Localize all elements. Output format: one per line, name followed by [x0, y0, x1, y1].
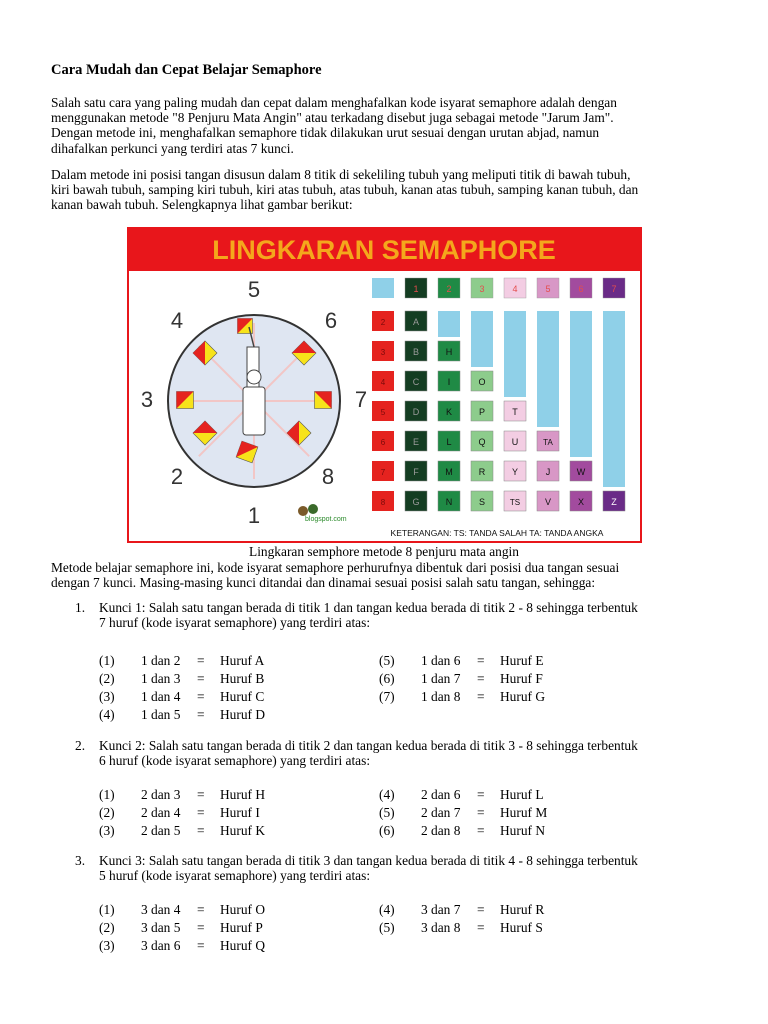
grid-letter: C	[412, 377, 420, 387]
letter-result: Huruf O	[220, 902, 265, 917]
kunci-text	[99, 600, 717, 630]
kunci-text	[99, 738, 717, 768]
row-index: (2)	[99, 920, 115, 935]
point-pair: 2 dan 6	[421, 787, 461, 802]
row-index: (3)	[99, 938, 115, 953]
watermark-figure	[298, 506, 308, 516]
text-line: Kunci 1: Salah satu tangan berada di titik 1 dan tangan kedua berada di titik 2 - 8 sehingga terbentuk	[99, 600, 638, 615]
grid-row-number: 5	[380, 408, 386, 417]
circle-number: 1	[247, 503, 261, 528]
grid-header-number: 5	[545, 284, 551, 294]
flag-icon	[315, 392, 332, 409]
row-index: (4)	[379, 787, 395, 802]
row-index: (2)	[99, 805, 115, 820]
grid-letter: Y	[511, 467, 519, 477]
letter-result: Huruf P	[220, 920, 263, 935]
circle-number: 8	[321, 464, 335, 489]
text-line: Metode belajar semaphore ini, kode isyarat semaphore perhurufnya dibentuk dari posisi dua tangan sesuai	[51, 560, 620, 575]
banner-title: LINGKARAN SEMAPHORE	[212, 235, 556, 265]
grid-letter: U	[511, 437, 519, 447]
grid-letter: P	[478, 407, 486, 417]
grid-letter: F	[413, 467, 419, 477]
grid-row-number: 6	[380, 438, 386, 447]
grid-cyan-bar	[570, 311, 592, 457]
grid-letter: L	[446, 437, 452, 447]
point-pair: 1 dan 5	[141, 707, 181, 722]
grid-header-number: 4	[512, 284, 518, 294]
circle-number: 2	[170, 464, 184, 489]
person-body	[243, 387, 265, 435]
row-index: (3)	[99, 689, 115, 704]
point-pair: 1 dan 3	[141, 671, 181, 686]
row-index: (3)	[99, 823, 115, 838]
paragraph-method	[51, 167, 717, 213]
letter-result: Huruf E	[500, 653, 544, 668]
equals-sign: =	[197, 938, 205, 953]
grid-letter: A	[412, 317, 420, 327]
equals-sign: =	[197, 787, 205, 802]
grid-letter: Q	[478, 437, 486, 447]
point-pair: 3 dan 4	[141, 902, 181, 917]
grid-row-number: 2	[380, 318, 386, 327]
point-pair: 3 dan 8	[421, 920, 461, 935]
watermark-figure	[308, 504, 318, 514]
grid-letter: T	[512, 407, 518, 417]
text-line: dengan 7 kunci. Masing-masing kunci ditandai dan dinamai sesuai posisi salah satu tangan, sehingga:	[51, 575, 596, 591]
letter-result: Huruf H	[220, 787, 265, 802]
text-line: menggunakan metode "8 Penjuru Mata Angin" atau terkadang disebut juga sebagai metode "Jarum Jam".	[51, 110, 614, 126]
text-line: Kunci 3: Salah satu tangan berada di titik 3 dan tangan kedua berada di titik 4 - 8 sehingga terbentuk	[99, 853, 638, 868]
grid-letter: D	[412, 407, 420, 417]
person-head	[247, 370, 261, 384]
letter-result: Huruf C	[220, 689, 265, 704]
circle-number: 6	[324, 308, 338, 333]
grid-cyan-bar	[438, 311, 460, 337]
grid-cyan-bar	[603, 311, 625, 487]
row-index: (1)	[99, 787, 115, 802]
circle-number: 4	[170, 308, 184, 333]
circle-number: 5	[247, 277, 261, 302]
equals-sign: =	[197, 805, 205, 820]
point-pair: 2 dan 4	[141, 805, 181, 820]
equals-sign: =	[197, 653, 205, 668]
equals-sign: =	[477, 902, 485, 917]
row-index: (7)	[379, 689, 395, 704]
letter-result: Huruf N	[500, 823, 545, 838]
document-title: Cara Mudah dan Cepat Belajar Semaphore	[51, 62, 322, 78]
semaphore-figure	[127, 227, 642, 543]
equals-sign: =	[197, 689, 205, 704]
grid-letter: B	[412, 347, 420, 357]
grid-header-number: 3	[479, 284, 485, 294]
grid-row-number: 3	[380, 348, 386, 357]
paragraph-intro	[51, 95, 717, 156]
grid-row-number: 8	[380, 498, 386, 507]
equals-sign: =	[197, 823, 205, 838]
equals-sign: =	[477, 653, 485, 668]
grid-header-number: 2	[446, 284, 452, 294]
row-index: (5)	[379, 920, 395, 935]
point-pair: 2 dan 8	[421, 823, 461, 838]
watermark-text: blogspot.com	[305, 516, 347, 523]
text-line: kanan bawah tubuh. Selengkapnya lihat gambar berikut:	[51, 197, 353, 213]
text-line: kiri bawah tubuh, samping kiri tubuh, kiri atas tubuh, atas tubuh, kanan atas tubuh, samping kanan tubuh, dan	[51, 182, 639, 198]
equals-sign: =	[197, 902, 205, 917]
grid-letter: J	[545, 467, 551, 477]
figure-legend: KETERANGAN: TS: TANDA SALAH TA: TANDA ANGKA	[390, 528, 604, 538]
point-pair: 2 dan 7	[421, 805, 461, 820]
letter-result: Huruf D	[220, 707, 265, 722]
grid-letter: R	[478, 467, 486, 477]
grid-letter: N	[445, 497, 453, 507]
point-pair: 3 dan 5	[141, 920, 181, 935]
row-index: (5)	[379, 805, 395, 820]
letter-result: Huruf Q	[220, 938, 265, 953]
point-pair: 2 dan 3	[141, 787, 181, 802]
grid-letter: O	[478, 377, 486, 387]
grid-letter: V	[544, 497, 552, 507]
grid-letter: G	[412, 497, 420, 507]
point-pair: 1 dan 4	[141, 689, 181, 704]
text-line: Kunci 2: Salah satu tangan berada di titik 2 dan tangan kedua berada di titik 3 - 8 sehingga terbentuk	[99, 738, 638, 753]
text-line: Salah satu cara yang paling mudah dan cepat dalam menghafalkan kode isyarat semaphore adalah dengan	[51, 95, 617, 110]
grid-cyan-bar	[471, 311, 493, 367]
row-index: (5)	[379, 653, 395, 668]
point-pair: 3 dan 7	[421, 902, 461, 917]
row-index: (1)	[99, 902, 115, 917]
grid-cyan-bar	[504, 311, 526, 397]
letter-result: Huruf I	[220, 805, 260, 820]
point-pair: 3 dan 6	[141, 938, 181, 953]
flag-icon	[177, 392, 194, 409]
row-index: (2)	[99, 671, 115, 686]
list-number: 3.	[75, 853, 86, 868]
grid-row-number: 7	[380, 468, 386, 477]
row-index: (6)	[379, 823, 395, 838]
circle-number: 3	[140, 387, 154, 412]
grid-header-number: 6	[578, 284, 584, 294]
grid-letter: I	[447, 377, 451, 387]
equals-sign: =	[477, 671, 485, 686]
text-line: 6 huruf (kode isyarat semaphore) yang terdiri atas:	[99, 753, 371, 769]
text-line: 7 huruf (kode isyarat semaphore) yang terdiri atas:	[99, 615, 371, 631]
grid-cell-cyan	[372, 278, 394, 298]
circle-number: 7	[354, 387, 368, 412]
letter-result: Huruf F	[500, 671, 543, 686]
equals-sign: =	[477, 920, 485, 935]
list-number: 1.	[75, 600, 86, 615]
grid-row-number: 4	[380, 378, 386, 387]
letter-result: Huruf M	[500, 805, 548, 820]
letter-result: Huruf B	[220, 671, 265, 686]
equals-sign: =	[197, 707, 205, 722]
grid-header-number: 1	[413, 284, 419, 294]
letter-result: Huruf K	[220, 823, 265, 838]
equals-sign: =	[197, 671, 205, 686]
grid-letter: X	[577, 497, 585, 507]
grid-letter: E	[412, 437, 420, 447]
point-pair: 1 dan 7	[421, 671, 461, 686]
equals-sign: =	[197, 920, 205, 935]
text-line: Dengan metode ini, menghafalkan semaphore tidak dilakukan urut sesuai dengan urutan abjad, namun	[51, 125, 600, 141]
row-index: (4)	[99, 707, 115, 722]
grid-letter: TA	[543, 438, 553, 447]
grid-letter: K	[445, 407, 453, 417]
grid-letter: Z	[611, 497, 617, 507]
grid-letter: S	[478, 497, 486, 507]
list-number: 2.	[75, 738, 86, 753]
text-line: 5 huruf (kode isyarat semaphore) yang terdiri atas:	[99, 868, 371, 884]
letter-result: Huruf S	[500, 920, 543, 935]
grid-cyan-bar	[537, 311, 559, 427]
grid-letter: M	[445, 467, 453, 477]
grid-letter: H	[445, 347, 453, 357]
point-pair: 2 dan 5	[141, 823, 181, 838]
row-index: (6)	[379, 671, 395, 686]
letter-result: Huruf L	[500, 787, 544, 802]
grid-letter: W	[576, 467, 586, 477]
grid-letter: TS	[509, 498, 521, 507]
letter-result: Huruf R	[500, 902, 545, 917]
figure-caption: Lingkaran semphore metode 8 penjuru mata angin	[249, 544, 519, 559]
text-line: Dalam metode ini posisi tangan disusun dalam 8 titik di sekeliling tubuh yang meliputi titik di bawah tubuh,	[51, 167, 631, 182]
equals-sign: =	[477, 689, 485, 704]
kunci-text	[99, 853, 717, 883]
letter-result: Huruf A	[220, 653, 265, 668]
grid-header-number: 7	[611, 284, 617, 294]
equals-sign: =	[477, 805, 485, 820]
equals-sign: =	[477, 787, 485, 802]
point-pair: 1 dan 8	[421, 689, 461, 704]
equals-sign: =	[477, 823, 485, 838]
point-pair: 1 dan 6	[421, 653, 461, 668]
row-index: (1)	[99, 653, 115, 668]
paragraph-keys	[51, 560, 717, 590]
point-pair: 1 dan 2	[141, 653, 181, 668]
letter-result: Huruf G	[500, 689, 545, 704]
text-line: dihafalkan perkunci yang terdiri atas 7 kunci.	[51, 140, 294, 156]
row-index: (4)	[379, 902, 395, 917]
